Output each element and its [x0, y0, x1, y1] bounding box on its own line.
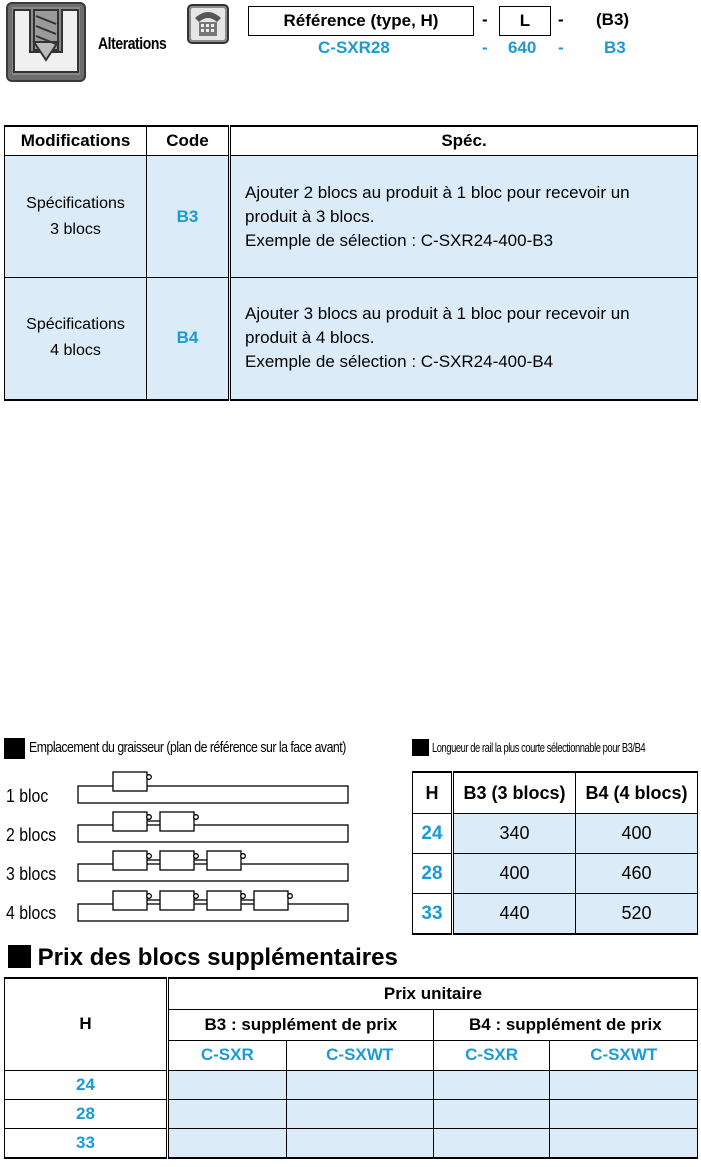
header-code: Code [147, 126, 230, 156]
square-bullet-icon [412, 739, 429, 756]
header-spec: Spéc. [230, 126, 698, 156]
rail-section-title: Longueur de rail la plus courte sélectionnable pour B3/B4 [432, 740, 646, 755]
grease-section-title: Emplacement du graisseur (plan de référence sur la face avant) [29, 739, 346, 756]
h-cell: 24 [413, 814, 453, 854]
b3-cell: 340 [453, 814, 576, 854]
table-header-row [5, 126, 698, 156]
grease-nipple-icon [147, 894, 152, 899]
table-row [5, 156, 698, 278]
price-cell [433, 1128, 550, 1158]
alterations-title: Alterations [98, 34, 167, 53]
phone-icon [187, 4, 229, 44]
grease-nipple-icon [241, 894, 246, 899]
h-cell: 24 [5, 1070, 168, 1099]
spec-line: Ajouter 2 blocs au produit à 1 bloc pour recevoir un [245, 182, 630, 202]
alterations-table [4, 125, 698, 401]
block [113, 812, 147, 831]
b3-cell: 440 [453, 894, 576, 935]
bloc-label-1: 1 bloc [6, 786, 49, 806]
table-header-row [413, 772, 698, 814]
dash-1: - [482, 10, 488, 29]
example-length: 640 [508, 38, 537, 57]
header-c-sxwt-b4: C-SXWT [550, 1040, 698, 1070]
header-c-sxwt-b3: C-SXWT [286, 1040, 433, 1070]
reference-box: Référence (type, H) [248, 6, 474, 36]
grease-nipple-icon [288, 894, 293, 899]
h-cell: 33 [5, 1128, 168, 1158]
alteration-code-label: (B3) [596, 10, 630, 29]
price-cell [168, 1128, 287, 1158]
spec-cell [230, 278, 698, 400]
modification-line: 4 blocs [50, 342, 101, 360]
modification-line: Spécifications [26, 194, 125, 212]
bloc-label-3: 3 blocs [6, 864, 57, 884]
length-box: L [499, 6, 551, 36]
table-row [413, 894, 698, 935]
code-cell: B4 [147, 278, 230, 400]
price-cell [168, 1099, 287, 1128]
table-row [413, 814, 698, 854]
grease-nipple-icon [194, 815, 199, 820]
price-cell [550, 1099, 698, 1128]
header-h: H [413, 772, 453, 814]
block [113, 891, 147, 910]
bloc-label-2: 2 blocs [6, 825, 57, 845]
price-section-heading [8, 944, 398, 972]
block [160, 851, 194, 870]
spec-line: Exemple de sélection : C-SXR24-400-B4 [245, 352, 554, 372]
alterations-icon [6, 2, 86, 82]
price-cell [168, 1070, 287, 1099]
grease-nipple-icon [147, 854, 152, 859]
price-table [4, 977, 698, 1159]
b4-cell: 520 [576, 894, 698, 935]
block-diagram [74, 770, 354, 930]
modification-line: Spécifications [26, 316, 125, 334]
price-cell [433, 1070, 550, 1099]
header-c-sxr-b4: C-SXR [433, 1040, 550, 1070]
spec-line: produit à 3 blocs. [245, 206, 375, 226]
header-unit-price: Prix unitaire [168, 978, 698, 1009]
bloc-label-4: 4 blocs [6, 903, 57, 923]
rail-length-table [412, 771, 698, 935]
header-b3: B3 (3 blocs) [453, 772, 576, 814]
header-b4: B4 (4 blocs) [576, 772, 698, 814]
rail-section-heading [412, 739, 646, 757]
block [113, 772, 147, 791]
block [207, 851, 241, 870]
example-code: B3 [604, 38, 626, 57]
table-row [5, 278, 698, 400]
grease-nipple-icon [147, 815, 152, 820]
grease-section-heading [4, 738, 346, 759]
price-section-title: Prix des blocs supplémentaires [37, 944, 398, 971]
square-bullet-icon [8, 945, 31, 968]
price-cell [286, 1128, 433, 1158]
grease-nipple-icon [194, 854, 199, 859]
code-cell: B3 [147, 156, 230, 278]
block [207, 891, 241, 910]
price-cell [286, 1070, 433, 1099]
table-row [413, 854, 698, 894]
spec-line: produit à 4 blocs. [245, 328, 375, 348]
grease-nipple-icon [241, 854, 246, 859]
header-h: H [5, 978, 168, 1070]
spec-cell [230, 156, 698, 278]
block [113, 851, 147, 870]
spec-line: Exemple de sélection : C-SXR24-400-B3 [245, 230, 554, 250]
modification-cell [5, 278, 147, 400]
grease-nipple-icon [147, 775, 152, 780]
block [160, 812, 194, 831]
table-header-row [5, 978, 698, 1009]
header-c-sxr-b3: C-SXR [168, 1040, 287, 1070]
price-cell [550, 1128, 698, 1158]
header-b3-surcharge: B3 : supplément de prix [168, 1009, 434, 1040]
table-row [5, 1070, 698, 1099]
grease-nipple-icon [194, 894, 199, 899]
h-cell: 33 [413, 894, 453, 935]
header-modifications: Modifications [5, 126, 147, 156]
table-row [5, 1099, 698, 1128]
table-row [5, 1128, 698, 1158]
b3-cell: 400 [453, 854, 576, 894]
example-dash-2: - [558, 38, 564, 57]
block [254, 891, 288, 910]
modification-cell [5, 156, 147, 278]
h-cell: 28 [5, 1099, 168, 1128]
b4-cell: 460 [576, 854, 698, 894]
price-cell [286, 1099, 433, 1128]
square-bullet-icon [4, 738, 25, 759]
price-cell [550, 1070, 698, 1099]
header-b4-surcharge: B4 : supplément de prix [433, 1009, 697, 1040]
h-cell: 28 [413, 854, 453, 894]
b4-cell: 400 [576, 814, 698, 854]
price-cell [433, 1099, 550, 1128]
block [160, 891, 194, 910]
dash-2: - [558, 10, 564, 29]
modification-line: 3 blocs [50, 220, 101, 238]
example-reference: C-SXR28 [318, 38, 390, 57]
example-dash-1: - [482, 38, 488, 57]
spec-line: Ajouter 3 blocs au produit à 1 bloc pour recevoir un [245, 304, 630, 324]
